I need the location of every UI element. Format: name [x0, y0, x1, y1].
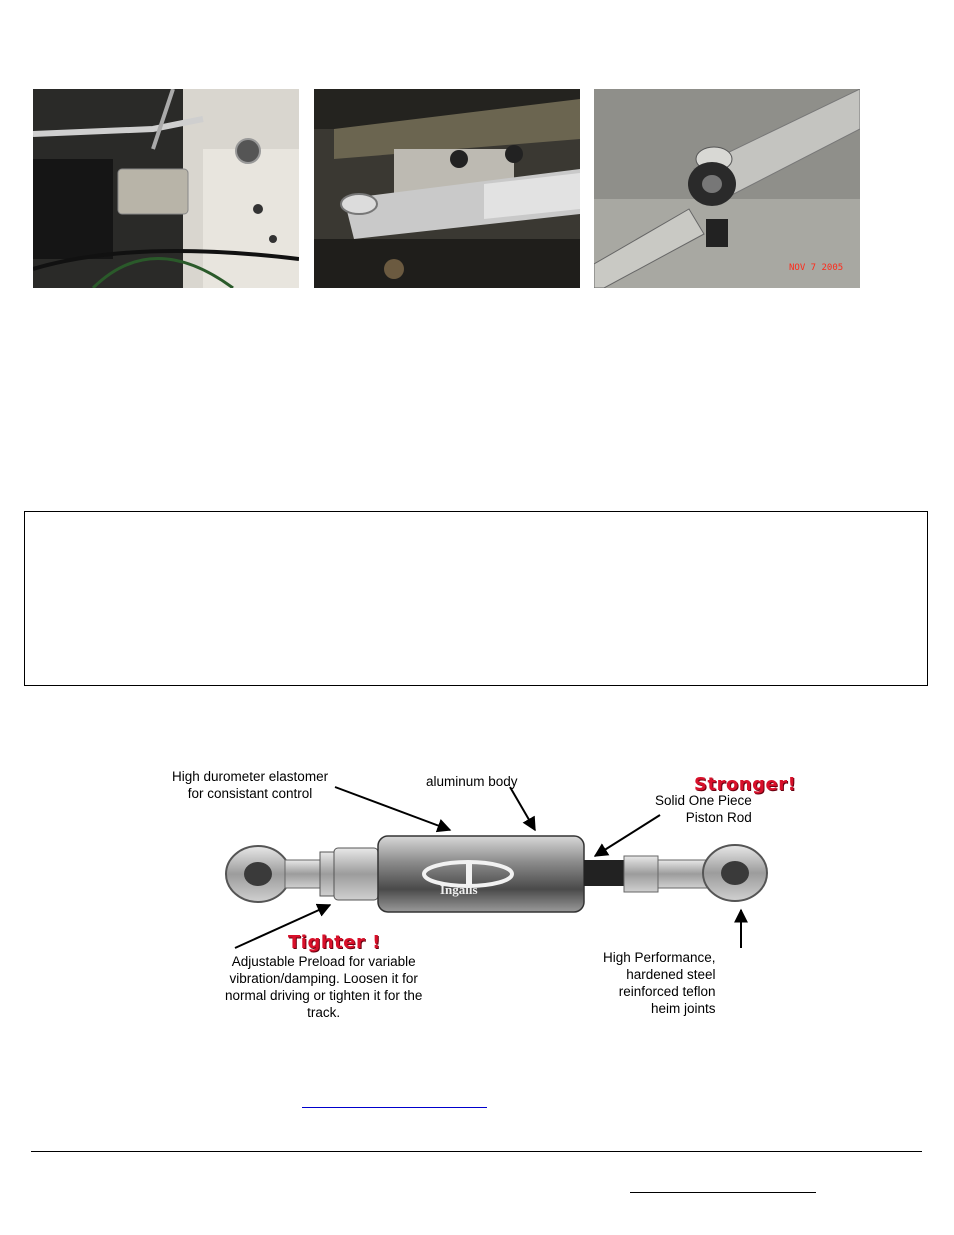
heim-joint-closeup-photo — [594, 89, 860, 288]
aluminum-body — [378, 836, 584, 912]
installed-damper-photo — [314, 89, 580, 288]
piston-rod — [584, 860, 624, 886]
diagram-logo-text: Ingalls — [440, 882, 478, 897]
heim-joint-annotation: High Performance, hardened steel reinforced teflon heim joints — [603, 950, 716, 1016]
notice-box — [24, 511, 928, 686]
piston-rod-annotation: Solid One Piece Piston Rod — [655, 793, 752, 825]
engine-damper-diagram — [150, 760, 797, 1030]
engine-bay-mount-photo — [33, 89, 299, 288]
footer-link-underline[interactable] — [630, 1192, 816, 1193]
footer-divider — [31, 1151, 922, 1152]
tighter-title: Tighter ! — [288, 932, 381, 953]
elastomer-annotation: High durometer elastomer for consistant control — [172, 769, 329, 801]
aluminum-body-annotation: aluminum body — [426, 774, 518, 789]
hyperlink-underline[interactable] — [302, 1107, 487, 1108]
stronger-title: Stronger! — [694, 774, 797, 795]
photo-date-stamp: NOV 7 2005 — [789, 263, 844, 273]
preload-annotation: Adjustable Preload for variable vibration/damping. Loosen it for normal driving or tighten it for the track. — [225, 954, 423, 1020]
